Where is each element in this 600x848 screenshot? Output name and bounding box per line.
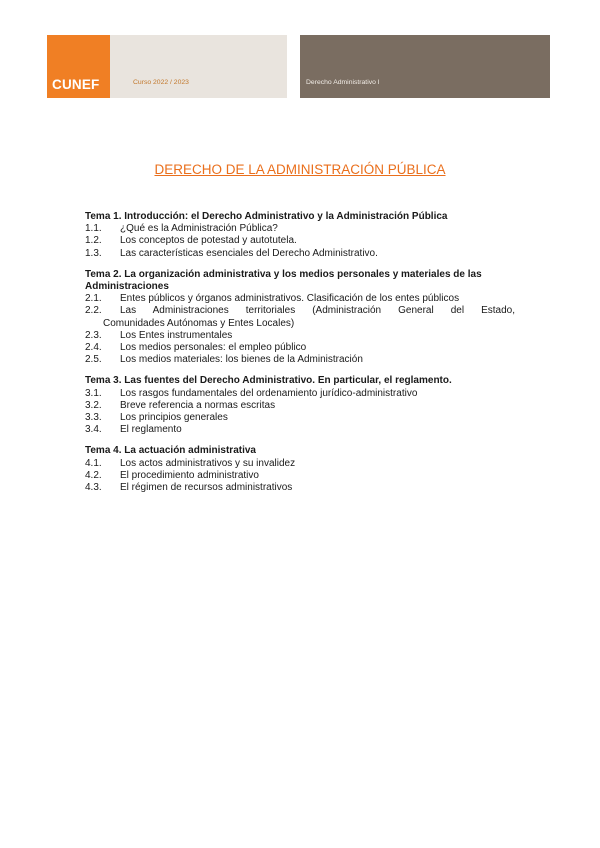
item-text: Las Administraciones territoriales (Administración General del Estado,: [120, 305, 515, 317]
item-text: Entes públicos y órganos administrativos. Clasificación de los entes públicos: [120, 293, 460, 305]
item-text: Los conceptos de potestad y autotutela.: [120, 235, 297, 247]
item-text: Los Entes instrumentales: [120, 329, 233, 341]
tema-section: [85, 445, 515, 494]
item-text: Los principios generales: [120, 412, 228, 424]
item-number: 2.2.: [85, 305, 102, 317]
list-item: [85, 293, 515, 305]
item-text: El reglamento: [120, 424, 182, 436]
tema-title: Tema 3. Las fuentes del Derecho Administrativo. En particular, el reglamento.: [85, 375, 452, 387]
item-number: 4.1.: [85, 457, 102, 469]
page-title: DERECHO DE LA ADMINISTRACIÓN PÚBLICA: [154, 162, 446, 177]
tema-title: Tema 1. Introducción: el Derecho Administrativo y la Administración Pública: [85, 211, 448, 222]
item-number: 3.1.: [85, 387, 102, 399]
item-text: Breve referencia a normas escritas: [120, 399, 276, 411]
list-item: [85, 330, 515, 342]
syllabus-content: [85, 211, 515, 503]
list-item: [85, 458, 515, 470]
logo-text: CUNEF: [52, 77, 100, 92]
item-number: 3.4.: [85, 424, 102, 436]
tema-title: Tema 4. La actuación administrativa: [85, 445, 256, 457]
tema-title: Tema 2. La organización administrativa y los medios personales y materiales de las Administraciones: [85, 268, 482, 293]
item-number: 2.1.: [85, 293, 102, 305]
item-text: Los medios materiales: los bienes de la Administración: [120, 354, 363, 366]
list-item: [85, 424, 515, 436]
header-course-block: [110, 35, 287, 98]
tema-section: [85, 269, 515, 367]
item-text: El régimen de recursos administrativos: [120, 482, 293, 494]
item-text: Los actos administrativos y su invalidez: [120, 457, 296, 469]
item-number: 1.2.: [85, 235, 102, 247]
item-number: 2.4.: [85, 342, 102, 354]
item-number: 3.3.: [85, 412, 102, 424]
item-text: Las características esenciales del Derecho Administrativo.: [120, 247, 378, 259]
list-item: [85, 388, 515, 400]
tema-section: [85, 211, 515, 260]
item-text: El procedimiento administrativo: [120, 469, 259, 481]
header-subject-block: [300, 35, 550, 98]
list-item: [85, 342, 515, 354]
list-item: [85, 482, 515, 494]
item-text-continuation: Comunidades Autónomas y Entes Locales): [103, 317, 295, 329]
list-item: [85, 354, 515, 366]
cunef-logo: [47, 35, 110, 98]
list-item: [85, 248, 515, 260]
list-item: [85, 235, 515, 247]
list-item: [85, 412, 515, 424]
item-text: ¿Qué es la Administración Pública?: [120, 223, 278, 235]
list-item: [85, 305, 515, 317]
tema-section: [85, 375, 515, 436]
list-item: [85, 400, 515, 412]
item-number: 2.3.: [85, 329, 102, 341]
item-number: 3.2.: [85, 399, 102, 411]
item-number: 1.3.: [85, 247, 102, 259]
item-number: 2.5.: [85, 354, 102, 366]
course-year: Curso 2022 / 2023: [133, 79, 189, 86]
list-item: [85, 223, 515, 235]
list-item: [85, 470, 515, 482]
subject-name: Derecho Administrativo I: [306, 79, 380, 86]
item-number: 1.1.: [85, 223, 102, 235]
item-number: 4.2.: [85, 469, 102, 481]
item-number: 4.3.: [85, 482, 102, 494]
item-text: Los rasgos fundamentales del ordenamiento jurídico-administrativo: [120, 387, 418, 399]
item-text: Los medios personales: el empleo público: [120, 342, 307, 354]
